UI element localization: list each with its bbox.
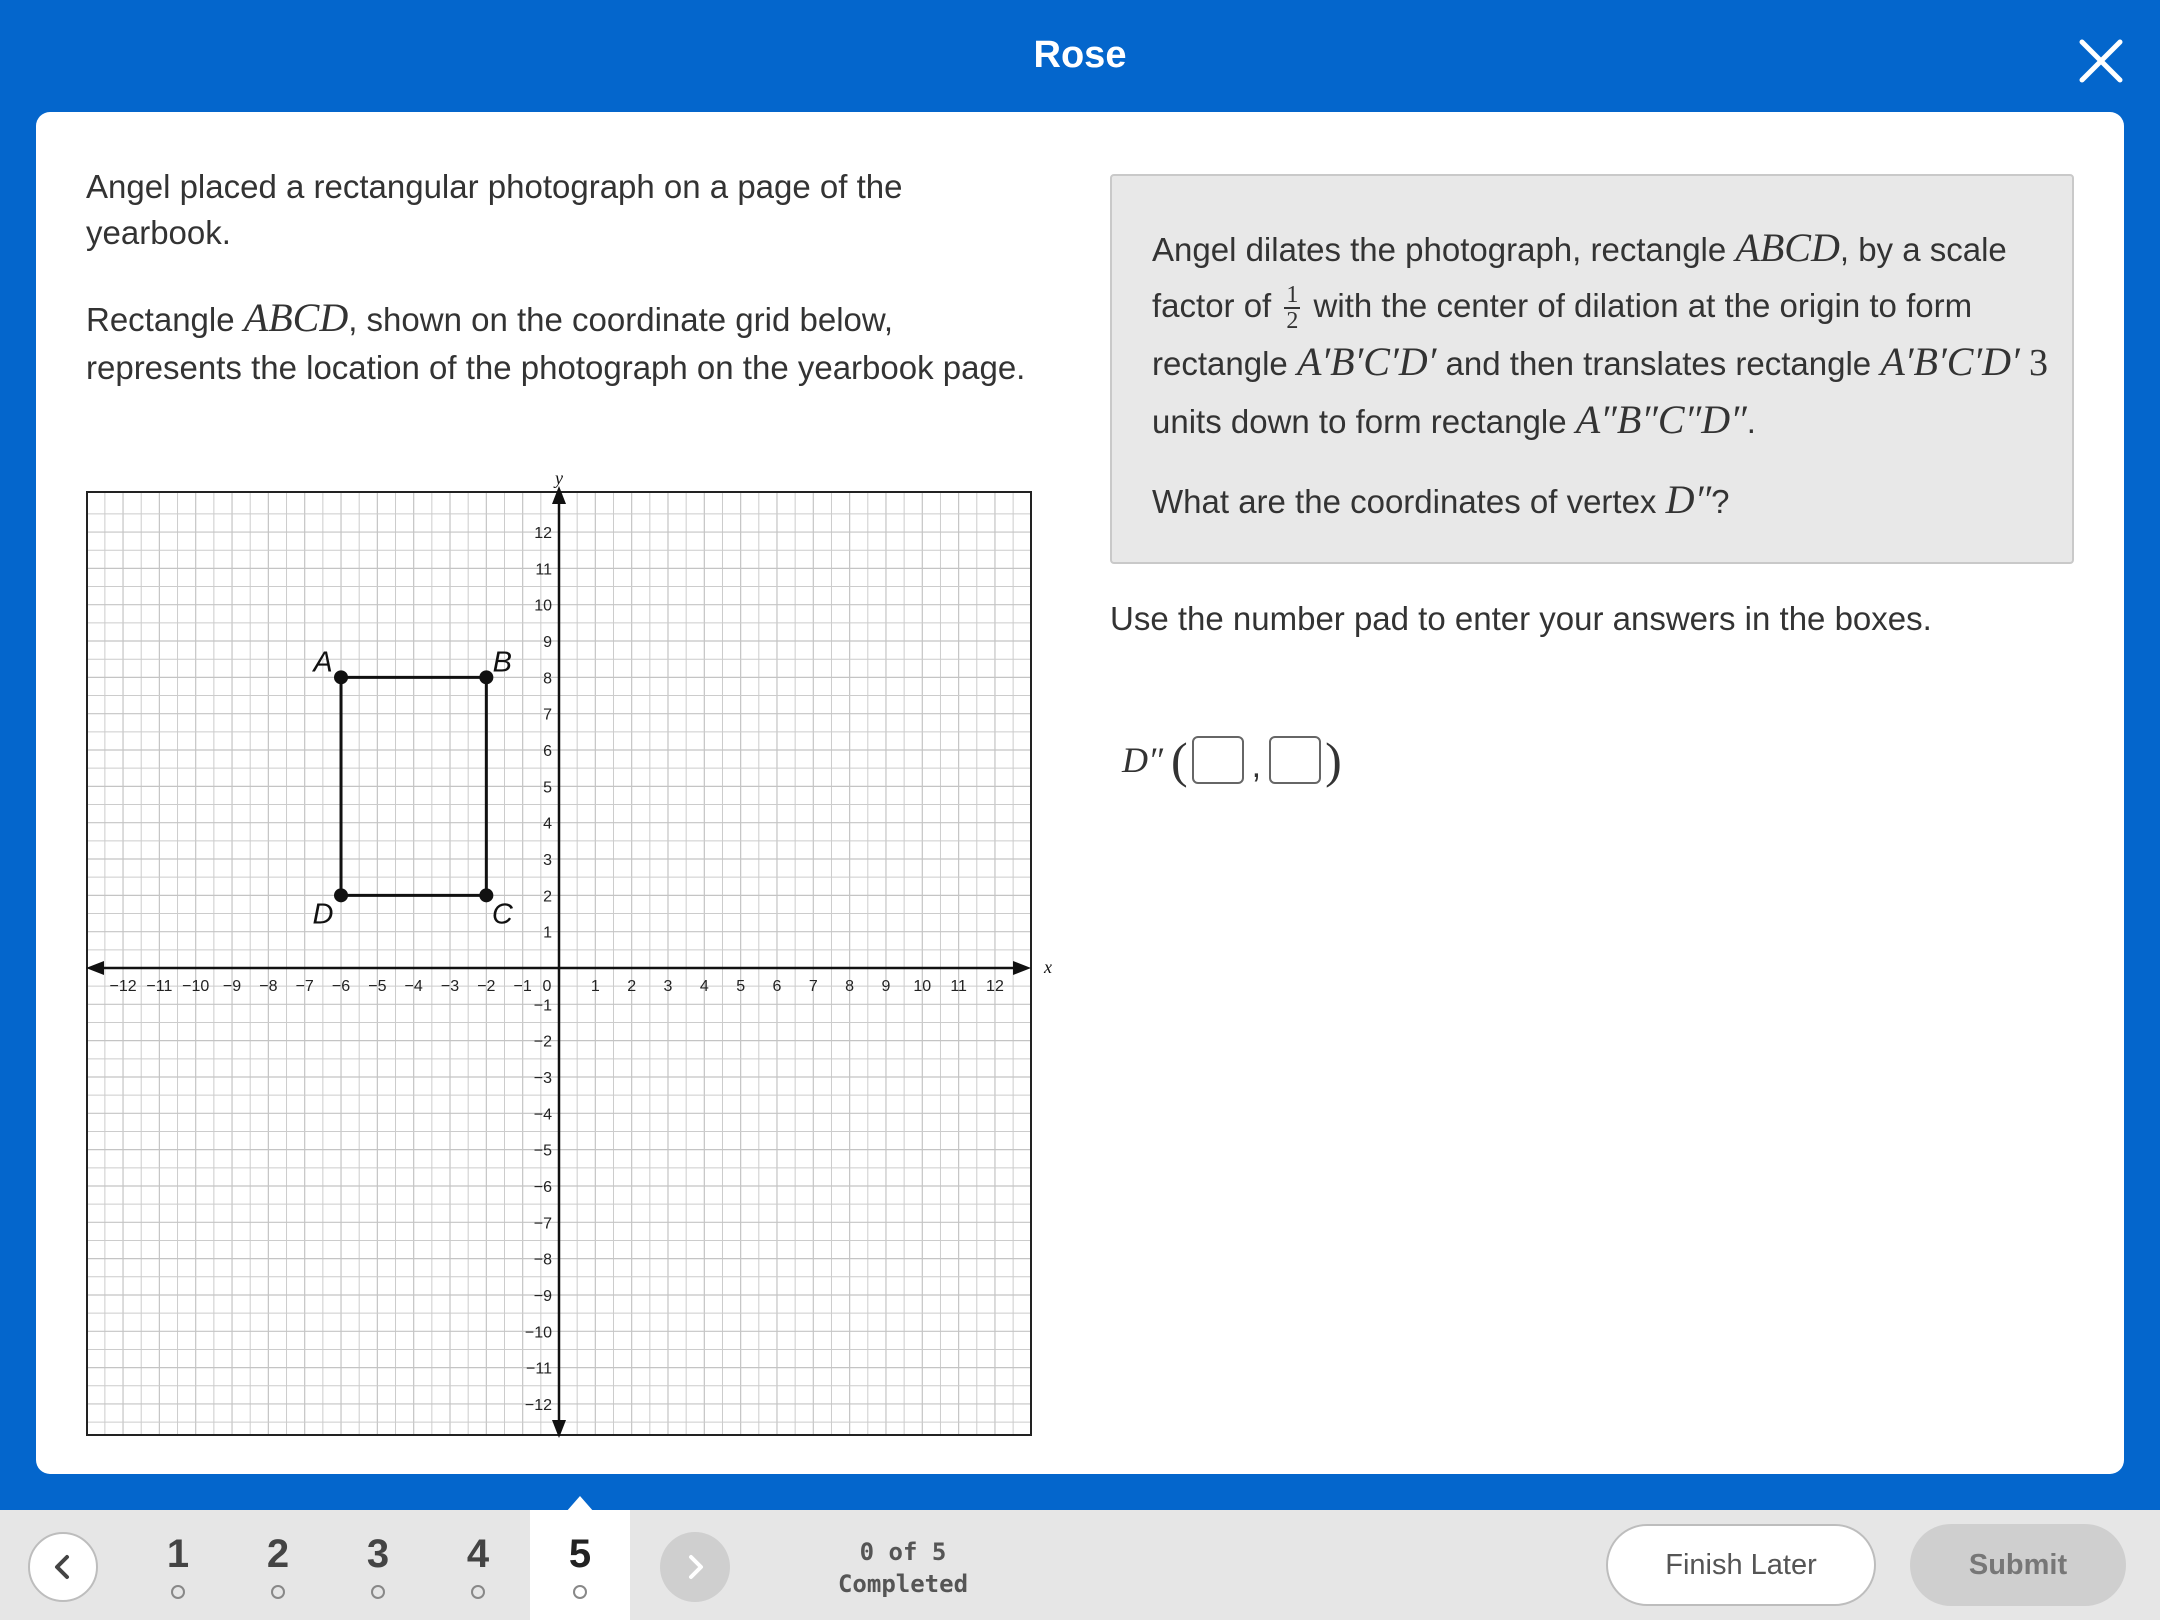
x-tick-label: −4 [404, 978, 423, 995]
x-tick-label: 10 [913, 978, 932, 995]
x-tick-label: 8 [845, 978, 855, 995]
intro-paragraph-1: Angel placed a rectangular photograph on a page of the yearbook. [86, 168, 903, 251]
x-axis-arrow-left [86, 961, 104, 975]
status-dot [371, 1585, 385, 1599]
answer-label: D″ [1122, 740, 1163, 780]
fraction-numerator: 1 [1286, 282, 1299, 309]
q-math: D″ [1665, 477, 1712, 522]
page-title: Rose [1033, 34, 1127, 76]
answer-row [1122, 732, 1342, 788]
q-text: and then translates rectangle [1436, 345, 1881, 382]
question-nav-4[interactable] [428, 1510, 528, 1620]
q-text: What are the coordinates of vertex [1152, 483, 1666, 520]
q-text: ? [1711, 483, 1730, 520]
question-number: 5 [568, 1532, 592, 1576]
q-math: 3 [2028, 342, 2048, 384]
progress-status [800, 1536, 1006, 1600]
x-axis-label: x [1044, 957, 1052, 977]
next-button[interactable] [660, 1532, 730, 1602]
y-tick-label: 7 [543, 706, 552, 724]
x-tick-label: −9 [222, 978, 242, 995]
q-text: with the center of dilation at the origin to form rectangle [1152, 287, 1973, 382]
x-tick-label: 5 [736, 978, 746, 995]
completed-label: Completed [837, 1570, 969, 1598]
x-tick-label: 7 [808, 978, 818, 995]
question-nav-2[interactable] [228, 1510, 328, 1620]
intro-paragraph-2 [86, 294, 1026, 392]
question-prompt [1152, 476, 1730, 523]
x-tick-label: −5 [368, 978, 387, 995]
q-text: Angel dilates the photograph, rectangle [1152, 231, 1736, 268]
fraction-denominator: 2 [1286, 308, 1299, 335]
question-number: 1 [166, 1532, 190, 1576]
intro-math: ABCD [243, 295, 349, 340]
close-icon [2078, 38, 2124, 84]
status-dot [573, 1585, 587, 1599]
y-tick-label: 10 [534, 597, 552, 615]
y-tick-label: 9 [543, 634, 552, 652]
x-tick-label: 11 [950, 978, 967, 995]
y-tick-label: −5 [533, 1142, 552, 1160]
intro-text: Rectangle [86, 301, 244, 338]
intro-text: , shown on the coordinate grid below, represents the location of the photograph on the yearbook page. [86, 301, 1026, 386]
question-nav-5[interactable] [530, 1510, 630, 1620]
q-text: units down to form rectangle [1152, 403, 1576, 440]
y-tick-label: 11 [535, 561, 552, 579]
chevron-left-icon [48, 1552, 78, 1582]
q-math: A′B′C′D′ [1880, 339, 2020, 384]
x-tick-label: −7 [295, 978, 314, 995]
y-coordinate-input[interactable] [1269, 736, 1321, 784]
y-tick-label: 3 [543, 852, 552, 870]
close-paren: ) [1325, 732, 1342, 788]
y-tick-label: 12 [534, 525, 552, 543]
coordinate-grid [86, 472, 1056, 1438]
x-tick-label: 6 [772, 978, 782, 995]
y-tick-label: −1 [533, 997, 552, 1015]
q-math: A′B′C′D′ [1296, 339, 1437, 384]
y-axis-label: y [555, 472, 563, 488]
finish-later-button[interactable]: Finish Later [1606, 1524, 1876, 1606]
vertex-label-c: C [491, 898, 513, 931]
close-button[interactable] [2078, 38, 2124, 84]
x-tick-label: −2 [477, 978, 496, 995]
vertex-label-a: A [313, 646, 333, 679]
fraction-one-half [1284, 283, 1300, 333]
y-tick-label: −2 [533, 1033, 552, 1051]
y-tick-label: −6 [533, 1178, 552, 1196]
previous-button[interactable] [28, 1532, 98, 1602]
question-text [1152, 220, 2052, 450]
y-tick-label: −11 [526, 1360, 552, 1378]
y-tick-label: 2 [543, 888, 552, 906]
vertex-point-a [334, 670, 348, 684]
x-tick-label: −10 [182, 978, 210, 995]
question-panel [1110, 174, 2074, 564]
y-tick-label: 6 [543, 743, 552, 761]
x-tick-label: −6 [331, 978, 351, 995]
x-tick-label: 1 [590, 978, 600, 995]
vertex-point-b [479, 670, 493, 684]
y-tick-label: −9 [533, 1287, 552, 1305]
y-tick-label: 4 [543, 815, 552, 833]
y-tick-label: −12 [524, 1396, 552, 1414]
question-number: 2 [266, 1532, 290, 1576]
x-tick-label: −1 [513, 978, 532, 995]
vertex-point-d [334, 888, 348, 902]
coordinate-plane [86, 472, 1056, 1438]
x-tick-label: 9 [881, 978, 891, 995]
x-axis-arrow-right [1013, 961, 1031, 975]
q-text: , by a scale factor of [1152, 231, 2007, 324]
question-nav-3[interactable] [328, 1510, 428, 1620]
x-tick-label: −12 [109, 978, 137, 995]
header-bar [0, 0, 2160, 112]
y-tick-label: 1 [543, 924, 552, 942]
y-tick-label: −4 [533, 1106, 552, 1124]
x-tick-label: −3 [440, 978, 460, 995]
x-coordinate-input[interactable] [1192, 736, 1244, 784]
q-math: A″B″C″D″ [1575, 397, 1747, 442]
question-number: 3 [366, 1532, 390, 1576]
x-tick-label: 0 [542, 978, 552, 995]
completed-count: 0 of 5 [859, 1538, 947, 1566]
comma: , [1251, 746, 1262, 785]
y-tick-label: −3 [533, 1069, 552, 1087]
x-tick-label: 2 [627, 978, 637, 995]
y-tick-label: −7 [533, 1215, 552, 1233]
submit-button[interactable]: Submit [1910, 1524, 2126, 1606]
chevron-right-icon [680, 1552, 710, 1582]
y-axis-arrow-up [552, 486, 566, 504]
open-paren: ( [1171, 732, 1188, 788]
y-tick-label: 5 [543, 779, 552, 797]
y-tick-label: −8 [533, 1251, 552, 1269]
question-number: 4 [466, 1532, 490, 1576]
vertex-label-d: D [312, 898, 334, 931]
status-dot [471, 1585, 485, 1599]
q-text: . [1746, 403, 1756, 440]
x-tick-label: 3 [663, 978, 673, 995]
x-tick-label: −11 [146, 978, 173, 995]
vertex-label-b: B [492, 646, 513, 679]
question-nav-1[interactable] [128, 1510, 228, 1620]
y-tick-label: −10 [524, 1324, 552, 1342]
x-tick-label: 12 [986, 978, 1004, 995]
x-tick-label: 4 [699, 978, 709, 995]
y-tick-label: 8 [543, 670, 552, 688]
status-dot [271, 1585, 285, 1599]
instructions: Use the number pad to enter your answers in the boxes. [1110, 600, 1932, 637]
status-dot [171, 1585, 185, 1599]
x-tick-label: −8 [259, 978, 278, 995]
q-math: ABCD [1735, 225, 1840, 270]
